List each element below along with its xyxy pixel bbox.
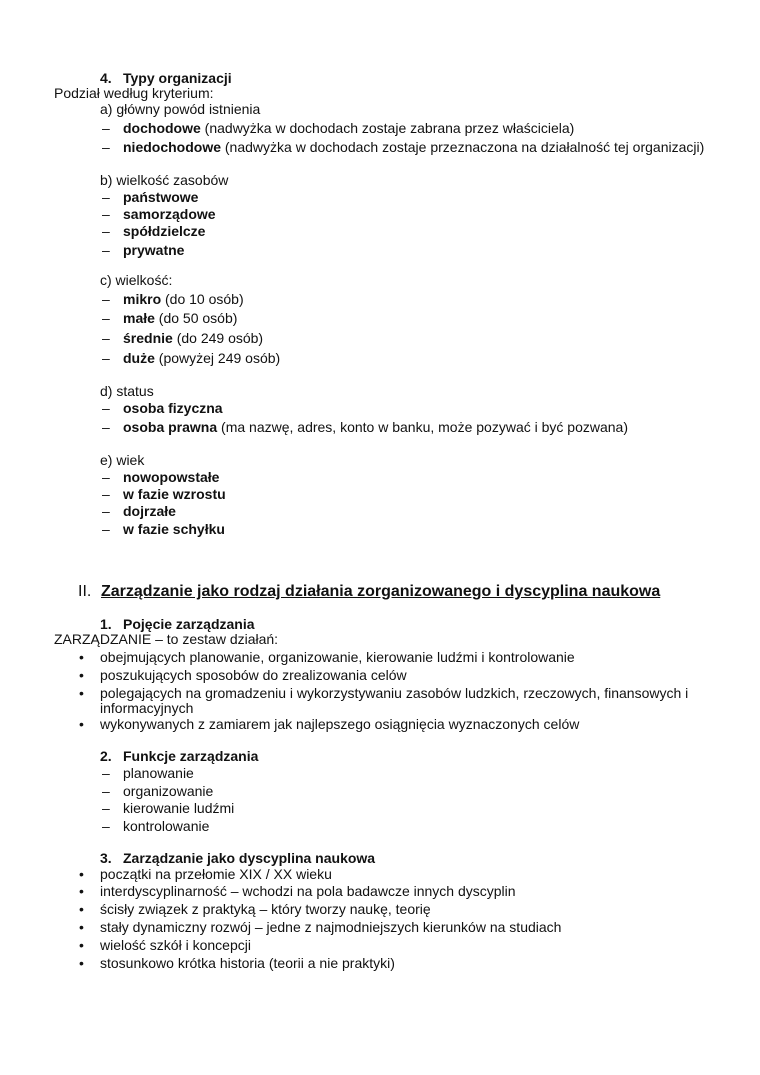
subsection-title: Funkcje zarządzania bbox=[123, 748, 259, 764]
section-intro: Podział według kryterium: bbox=[54, 85, 214, 101]
subsection-number: 2. bbox=[100, 748, 112, 764]
bullet-marker: • bbox=[79, 937, 84, 953]
dash-marker: – bbox=[102, 120, 110, 136]
bullet-marker: • bbox=[79, 667, 84, 683]
chapter-title: Zarządzanie jako rodzaj działania zorganizowanego i dyscyplina naukowa bbox=[101, 583, 661, 600]
dash-marker: – bbox=[102, 486, 110, 502]
criterion-label-e: e) wiek bbox=[100, 452, 145, 468]
dash-marker: – bbox=[102, 242, 110, 258]
criterion-label-b: b) wielkość zasobów bbox=[100, 172, 229, 188]
dash-marker: – bbox=[102, 291, 110, 307]
chapter-number: II. bbox=[78, 583, 92, 600]
dash-marker: – bbox=[102, 469, 110, 485]
bullet-marker: • bbox=[79, 716, 84, 732]
dash-marker: – bbox=[102, 189, 110, 205]
bullet-marker: • bbox=[79, 955, 84, 971]
criterion-label-a: a) główny powód istnienia bbox=[100, 101, 261, 117]
bullet-marker: • bbox=[79, 866, 84, 882]
dash-marker: – bbox=[102, 206, 110, 222]
bullet-marker: • bbox=[79, 901, 84, 917]
dash-marker: – bbox=[102, 223, 110, 239]
bullet-marker: • bbox=[79, 649, 84, 665]
bullet-marker: • bbox=[79, 685, 84, 701]
criterion-label-c: c) wielkość: bbox=[100, 272, 173, 288]
criterion-label-d: d) status bbox=[100, 383, 154, 399]
dash-marker: – bbox=[102, 800, 110, 816]
dash-marker: – bbox=[102, 419, 110, 435]
dash-marker: – bbox=[102, 521, 110, 537]
dash-marker: – bbox=[102, 765, 110, 781]
dash-marker: – bbox=[102, 139, 110, 155]
section-title: Typy organizacji bbox=[123, 70, 232, 86]
subsection-number: 3. bbox=[100, 850, 112, 866]
dash-marker: – bbox=[102, 400, 110, 416]
subsection-title: Zarządzanie jako dyscyplina naukowa bbox=[123, 850, 376, 866]
dash-marker: – bbox=[102, 350, 110, 366]
bullet-marker: • bbox=[79, 883, 84, 899]
subsection-number: 1. bbox=[100, 616, 112, 632]
dash-marker: – bbox=[102, 783, 110, 799]
list-item-continuation: informacyjnych bbox=[100, 700, 194, 716]
bullet-marker: • bbox=[79, 919, 84, 935]
subsection-title: Pojęcie zarządzania bbox=[123, 616, 255, 632]
dash-marker: – bbox=[102, 818, 110, 834]
section-number: 4. bbox=[100, 70, 112, 86]
dash-marker: – bbox=[102, 330, 110, 346]
dash-marker: – bbox=[102, 503, 110, 519]
dash-marker: – bbox=[102, 310, 110, 326]
definition: ZARZĄDZANIE – to zestaw działań: bbox=[54, 631, 279, 647]
